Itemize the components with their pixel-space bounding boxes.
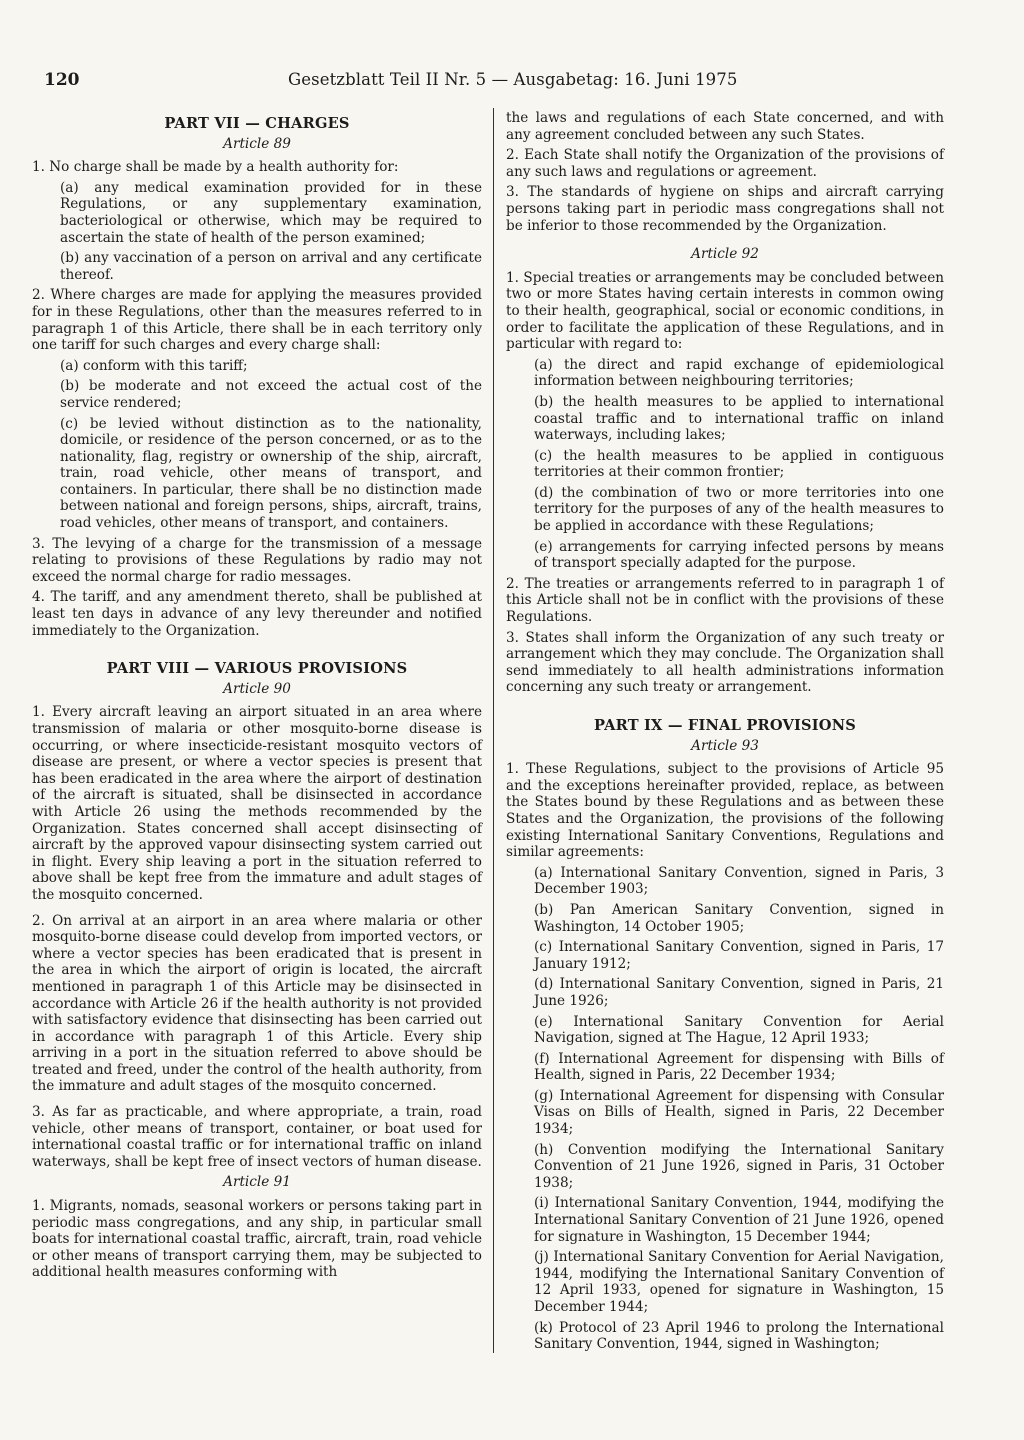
- art93-item-i: (i) International Sanitary Convention, 1944, modifying the International Sanitary Convention of 21 June 1926, opened for signature in Washington, 15 December 1944;: [534, 1195, 944, 1245]
- left-column: [32, 110, 482, 1285]
- art89-item-1a: (a) any medical examination provided for in these Regulations, or any supplementary examination, bacteriological or otherwise, which may be required to ascertain the state of health of the person examined;: [60, 179, 482, 246]
- art93-para-1: 1. These Regulations, subject to the provisions of Article 95 and the exceptions hereinafter provided, replace, as between the States bound by these Regulations and as between these States and the Organization, the provisions of the following existing International Sanitary Conventions, Regulations and similar agreements:: [506, 761, 944, 861]
- art91-para-3: 3. The standards of hygiene on ships and aircraft carrying persons taking part in periodic mass congregations shall not be inferior to those recommended by the Organization.: [506, 184, 944, 234]
- page-header: [44, 70, 974, 96]
- art93-item-a: (a) International Sanitary Convention, signed in Paris, 3 December 1903;: [534, 864, 944, 898]
- art93-item-d: (d) International Sanitary Convention, signed in Paris, 21 June 1926;: [534, 976, 944, 1009]
- article-93-heading: Article 93: [691, 737, 759, 754]
- art93-item-j: (j) International Sanitary Convention for Aerial Navigation, 1944, modifying the International Sanitary Convention of 12 April 1933, opened for signature in Washington, 15 December 1944;: [534, 1249, 944, 1315]
- article-91-heading: Article 91: [223, 1174, 291, 1191]
- art93-item-h: (h) Convention modifying the International Sanitary Convention of 21 June 1926, signed in Paris, 31 October 1938;: [534, 1141, 944, 1191]
- art90-para-1: 1. Every aircraft leaving an airport situated in an area where transmission of malaria or other mosquito-borne disease is occurring, or where insecticide-resistant mosquito vectors of disease are present, or where a vector species is present that has been eradicated in the area where the airport of destination of the aircraft is situated, shall be disinsected in accordance with Article 26 using the methods recommended by the Organization. States concerned shall accept disinsecting of aircraft by the approved vapour disinsecting system carried out in flight. Every ship leaving a port in the situation referred to above shall be kept free from the immature and adult stages of the mosquito concerned.: [32, 704, 482, 903]
- art92-item-e: (e) arrangements for carrying infected persons by means of transport specially adapted for the purpose.: [534, 538, 944, 572]
- page-number: 120: [44, 70, 80, 90]
- article-89-heading: Article 89: [223, 135, 291, 152]
- part-ix-heading: PART IX — FINAL PROVISIONS: [593, 717, 856, 734]
- art89-para-3: 3. The levying of a charge for the transmission of a message relating to provisions of these Regulations by radio may not exceed the normal charge for radio messages.: [32, 535, 482, 585]
- art89-para-1: 1. No charge shall be made by a health authority for:: [32, 159, 399, 176]
- art91-para-1-continued: the laws and regulations of each State concerned, and with any agreement concluded between any such States.: [506, 110, 944, 143]
- article-92-heading: Article 92: [691, 246, 759, 263]
- part-vii-heading: PART VII — CHARGES: [164, 115, 350, 132]
- art93-item-k: (k) Protocol of 23 April 1946 to prolong the International Sanitary Convention, 1944, signed in Washington;: [534, 1319, 944, 1353]
- column-divider: [493, 108, 494, 1353]
- art92-item-a: (a) the direct and rapid exchange of epidemiological information between neighbouring territories;: [534, 356, 944, 390]
- art93-item-b: (b) Pan American Sanitary Convention, signed in Washington, 14 October 1905;: [534, 901, 944, 935]
- art90-para-3: 3. As far as practicable, and where appropriate, a train, road vehicle, other means of transport, container, or boat used for international coastal traffic or for international traffic on inland waterways, shall be kept free of insect vectors of human disease.: [32, 1104, 482, 1170]
- art89-item-2a: (a) conform with this tariff;: [60, 357, 248, 374]
- art93-item-g: (g) International Agreement for dispensing with Consular Visas on Bills of Health, signed in Paris, 22 December 1934;: [534, 1087, 944, 1138]
- art92-para-1: 1. Special treaties or arrangements may be concluded between two or more States having certain interests in common owing to their health, geographical, social or economic conditions, in order to facilitate the application of these Regulations, and in particular with regard to:: [506, 269, 944, 353]
- running-title: Gesetzblatt Teil II Nr. 5 — Ausgabetag: 16. Juni 1975: [288, 70, 738, 89]
- article-90-heading: Article 90: [223, 680, 291, 697]
- right-column: [506, 110, 944, 1357]
- art92-para-3: 3. States shall inform the Organization of any such treaty or arrangement which they may conclude. The Organization shall send immediately to all health administrations information concerning any such treaty or arrangement.: [506, 629, 944, 696]
- art91-para-2: 2. Each State shall notify the Organization of the provisions of any such laws and regulations or agreement.: [506, 147, 944, 180]
- art92-item-c: (c) the health measures to be applied in contiguous territories at their common frontier;: [534, 447, 944, 481]
- art89-para-2: 2. Where charges are made for applying the measures provided for in these Regulations, other than the measures referred to in paragraph 1 of this Article, there shall be in each territory only one tariff for such charges and every charge shall:: [32, 287, 482, 354]
- art89-para-4: 4. The tariff, and any amendment thereto, shall be published at least ten days in advance of any levy thereunder and notified immediately to the Organization.: [32, 589, 482, 639]
- art93-item-e: (e) International Sanitary Convention for Aerial Navigation, signed at The Hague, 12 April 1933;: [534, 1013, 944, 1047]
- art89-item-2b: (b) be moderate and not exceed the actual cost of the service rendered;: [60, 378, 482, 411]
- art89-item-1b: (b) any vaccination of a person on arrival and any certificate thereof.: [60, 250, 482, 283]
- art93-item-f: (f) International Agreement for dispensing with Bills of Health, signed in Paris, 22 December 1934;: [534, 1050, 944, 1084]
- art89-item-2c: (c) be levied without distinction as to the nationality, domicile, or residence of the person concerned, or as to the nationality, flag, registry or ownership of the ship, aircraft, train, road vehicle, other means of transport, and containers. In particular, there shall be no distinction made between national and foreign persons, ships, aircraft, trains, road vehicles, other means of transport, and containers.: [60, 415, 482, 532]
- art91-para-1: 1. Migrants, nomads, seasonal workers or persons taking part in periodic mass congregations, and any ship, in particular small boats for international coastal traffic, aircraft, train, road vehicle or other means of transport carrying them, may be subjected to additional health measures conforming with: [32, 1198, 482, 1281]
- art92-para-2: 2. The treaties or arrangements referred to in paragraph 1 of this Article shall not be in conflict with the provisions of these Regulations.: [506, 575, 944, 626]
- art90-para-2: 2. On arrival at an airport in an area where malaria or other mosquito-borne disease could develop from imported vectors, or where a vector species has been eradicated that is present in the area in which the airport of origin is located, the aircraft mentioned in paragraph 1 of this Article may be disinsected in accordance with Article 26 if the health authority is not provided with satisfactory evidence that disinsecting has been carried out in accordance with paragraph 1 of this Article. Every ship arriving in a port in the situation referred to above should be treated and freed, under the control of the health authority, from the immature and adult stages of the mosquito concerned.: [32, 912, 482, 1095]
- part-viii-heading: PART VIII — VARIOUS PROVISIONS: [106, 660, 408, 678]
- art93-item-c: (c) International Sanitary Convention, signed in Paris, 17 January 1912;: [534, 939, 944, 972]
- art92-item-d: (d) the combination of two or more territories into one territory for the purposes of any of the health measures to be applied in accordance with these Regulations;: [534, 484, 944, 535]
- art92-item-b: (b) the health measures to be applied to international coastal traffic and to international traffic on inland waterways, including lakes;: [534, 393, 944, 444]
